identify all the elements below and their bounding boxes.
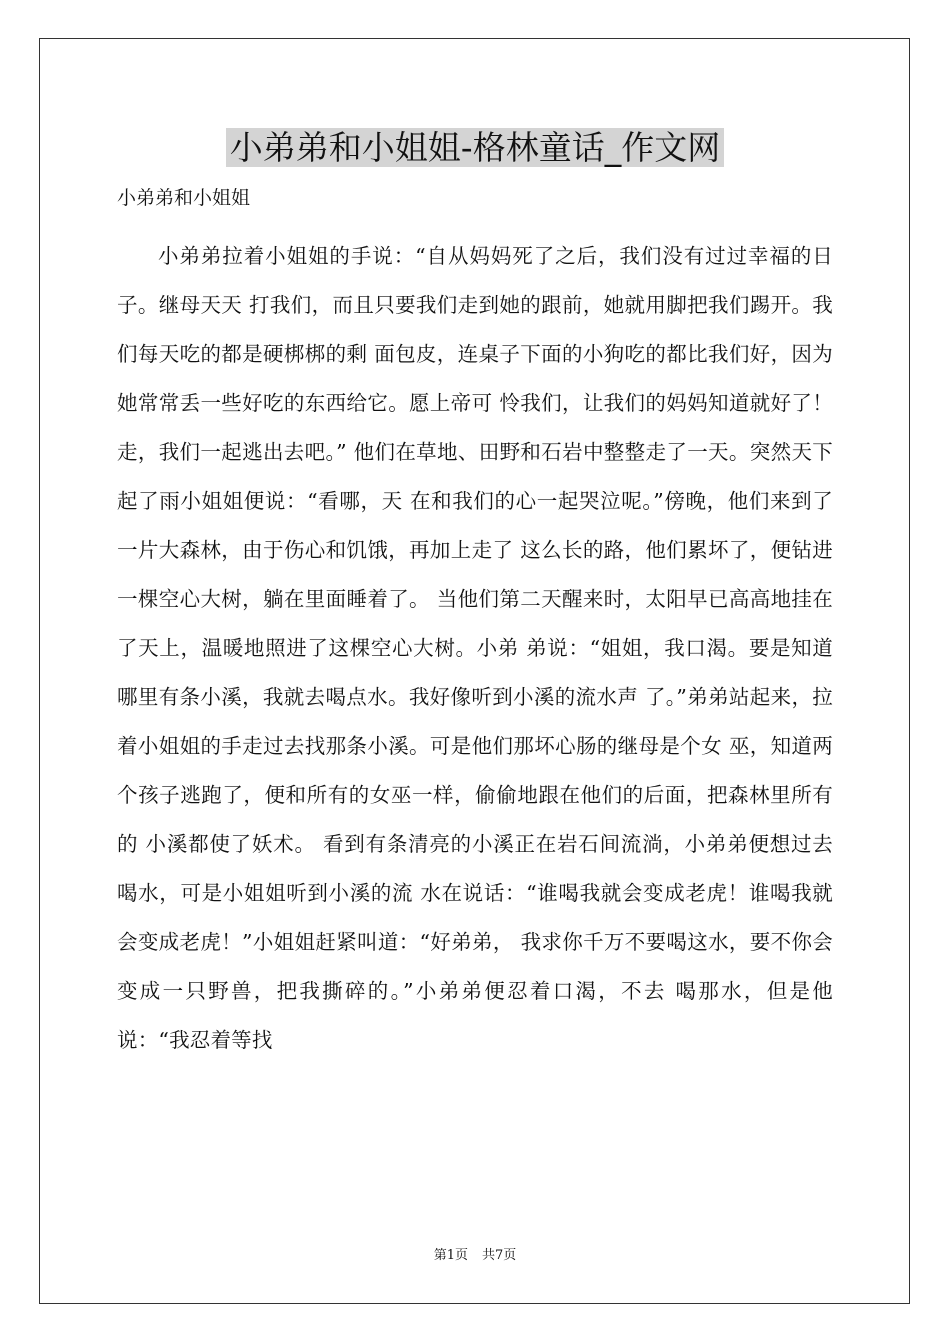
- page-number-current: 第1页: [433, 1248, 468, 1263]
- document-title-text: 小弟弟和小姐姐-格林童话_作文网: [226, 128, 724, 167]
- document-title: [0, 126, 950, 170]
- page-footer: [0, 1247, 950, 1265]
- page-number-total: 共7页: [482, 1248, 517, 1263]
- document-subtitle: 小弟弟和小姐姐: [117, 187, 251, 209]
- document-body: 小弟弟拉着小姐姐的手说：“自从妈妈死了之后，我们没有过过幸福的日子。继母天天 打我们，而且只要我们走到她的跟前，她就用脚把我们踢开。我们每天吃的都是硬梆梆的剩 面包皮，连桌子下面的小狗吃的都比我们好，因为她常常丢一些好吃的东西给它。愿上帝可 怜我们，让我们的妈妈知道就好了！走，我们一起逃出去吧。” 他们在草地、田野和石岩中整整走了一天。突然天下起了雨小姐姐便说：“看哪，天 在和我们的心一起哭泣呢。”傍晚，他们来到了一片大森林，由于伤心和饥饿，再加上走了 这么长的路，他们累坏了，便钻进一棵空心大树，躺在里面睡着了。 当他们第二天醒来时，太阳早已高高地挂在了天上，温暖地照进了这棵空心大树。小弟 弟说：“姐姐，我口渴。要是知道哪里有条小溪，我就去喝点水。我好像听到小溪的流水声 了。”弟弟站起来，拉着小姐姐的手走过去找那条小溪。可是他们那坏心肠的继母是个女 巫，知道两个孩子逃跑了，便和所有的女巫一样，偷偷地跟在他们的后面，把森林里所有的 小溪都使了妖术。 看到有条清亮的小溪正在岩石间流淌，小弟弟便想过去喝水，可是小姐姐听到小溪的流 水在说话：“谁喝我就会变成老虎！谁喝我就会变成老虎！”小姐姐赶紧叫道：“好弟弟， 我求你千万不要喝这水，要不你会变成一只野兽，把我撕碎的。”小弟弟便忍着口渴，不去 喝那水，但是他说：“我忍着等找: [117, 244, 833, 1052]
